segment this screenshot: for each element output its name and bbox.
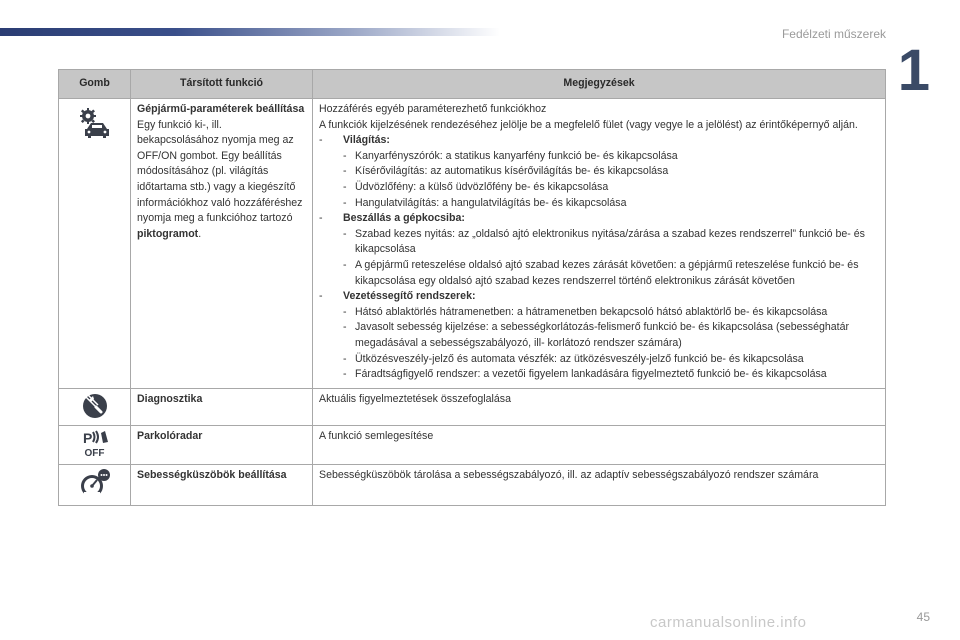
dash-marker: - xyxy=(343,321,347,334)
list-item-text: Üdvözlőfény: a külső üdvözlőfény be- és kikapcsolása xyxy=(355,180,609,193)
table-row xyxy=(59,99,886,389)
function-cell xyxy=(131,99,313,389)
notes-cell xyxy=(313,425,886,464)
header-notes: Megjegyzések xyxy=(313,70,886,99)
group-title: Világítás: xyxy=(343,134,390,147)
function-title: Sebességküszöbök beállítása xyxy=(137,468,287,481)
group-title: Beszállás a gépkocsiba: xyxy=(343,212,465,225)
vehicle-settings-icon[interactable] xyxy=(65,107,124,141)
table-row xyxy=(59,388,886,425)
list-item xyxy=(319,352,879,368)
watermark: carmanualsonline.info xyxy=(650,614,807,631)
list-item xyxy=(319,149,879,165)
table-header-row xyxy=(59,70,886,99)
list-item-text: Hátsó ablaktörlés hátramenetben: a hátramenetben bekapcsoló hátsó ablaktörlő be- és kikapcsolása xyxy=(355,305,828,318)
svg-text:P: P xyxy=(82,429,92,446)
table-row xyxy=(59,464,886,505)
list-item xyxy=(319,367,879,383)
settings-groups xyxy=(319,133,879,383)
section-title: Fedélzeti műszerek xyxy=(781,27,886,41)
button-cell xyxy=(59,464,131,505)
header-button: Gomb xyxy=(59,70,131,99)
list-item-text: Hangulatvilágítás: a hangulatvilágítás be- és kikapcsolása xyxy=(355,196,627,209)
dash-marker: - xyxy=(343,180,347,193)
off-label: OFF xyxy=(84,447,105,459)
settings-group xyxy=(319,133,879,149)
note-intro: A funkciók kijelzésének rendezéséhez jelölje be a megfelelő fület (vagy vegye le a jelölést) az érintőképernyő alján. xyxy=(319,118,858,131)
header-function: Társított funkció xyxy=(131,70,313,99)
note-intro: Hozzáférés egyéb paraméterezhető funkciókhoz xyxy=(319,103,547,115)
dash-marker: - xyxy=(343,258,347,271)
function-cell xyxy=(131,425,313,464)
list-item xyxy=(319,180,879,196)
header-gradient-bar xyxy=(0,28,500,36)
function-description: Egy funkció ki-, ill. bekapcsolásához nyomja meg az OFF/ON gombot. Egy beállítás módosításához (pl. világítás időtartama stb.) vagy a kiegészítő információkhoz való hozzáféréshez nyomja meg a funkcióhoz tartozó xyxy=(137,118,303,225)
table-row xyxy=(59,425,886,464)
chapter-number: 1 xyxy=(897,38,930,103)
group-title: Vezetéssegítő rendszerek: xyxy=(343,290,476,303)
list-item-text: Fáradtságfigyelő rendszer: a vezetői figyelem lankadására figyelmeztető funkció be- és kikapcsolása xyxy=(355,368,827,381)
dash-marker: - xyxy=(343,352,347,365)
list-item xyxy=(319,164,879,180)
dash-marker: - xyxy=(343,368,347,381)
function-cell xyxy=(131,388,313,425)
button-cell xyxy=(59,388,131,425)
dash-marker: - xyxy=(343,149,347,162)
list-item xyxy=(319,196,879,212)
diagnostics-icon[interactable] xyxy=(65,392,124,420)
dash-marker: - xyxy=(319,290,323,303)
function-title: Diagnosztika xyxy=(137,392,203,405)
dash-marker: - xyxy=(343,227,347,240)
dash-marker: - xyxy=(343,305,347,318)
note-text: A funkció semlegesítése xyxy=(319,429,434,442)
function-description-bold: piktogramot xyxy=(137,227,199,240)
function-cell xyxy=(131,464,313,505)
button-cell xyxy=(59,99,131,389)
list-item-text: A gépjármű reteszelése oldalsó ajtó szabad kezes zárását követően: a gépjármű reteszelése funkció be- és kikapcsolása egy oldalsó ajtó szabad kezes rendszerrel történő elektronikus zárását követően xyxy=(355,258,859,287)
dash-marker: - xyxy=(319,212,323,225)
list-item xyxy=(319,258,879,289)
settings-group xyxy=(319,289,879,305)
note-text: Sebességküszöbök tárolása a sebességszabályozó, ill. az adaptív sebességszabályozó rendszer számára xyxy=(319,468,819,481)
list-item-text: Javasolt sebesség kijelzése: a sebességkorlátozás-felismerő funkció be- és kikapcsolása (sebességhatár megadásával a sebességszabályozó, ill- korlátozó rendszer számára) xyxy=(355,321,850,349)
function-title: Gépjármű-paraméterek beállítása xyxy=(137,103,305,115)
list-item-text: Kanyarfényszórók: a statikus kanyarfény funkció be- és kikapcsolása xyxy=(355,149,678,162)
dash-marker: - xyxy=(343,196,347,209)
list-item-text: Szabad kezes nyitás: az „oldalsó ajtó elektronikus nyitása/zárása a szabad kezes rendszerrel” funkció be- és kikapcsolása xyxy=(355,227,865,256)
notes-cell xyxy=(313,388,886,425)
notes-cell xyxy=(313,464,886,505)
dash-marker: - xyxy=(319,134,323,147)
notes-cell xyxy=(313,99,886,389)
speed-thresholds-icon[interactable] xyxy=(65,468,124,500)
settings-group xyxy=(319,211,879,227)
note-text: Aktuális figyelmeztetések összefoglalása xyxy=(319,392,511,405)
function-description-period: . xyxy=(198,227,202,240)
parking-sensor-off-icon[interactable] xyxy=(65,429,124,459)
list-item xyxy=(319,227,879,258)
list-item-text: Ütközésveszély-jelző és automata vészfék: az ütközésveszély-jelző funkció be- és kikapcsolása xyxy=(355,352,804,365)
dash-marker: - xyxy=(343,165,347,178)
list-item-text: Kísérővilágítás: az automatikus kísérővilágítás be- és kikapcsolása xyxy=(355,165,669,178)
list-item xyxy=(319,320,879,351)
function-title: Parkolóradar xyxy=(137,429,203,442)
list-item xyxy=(319,305,879,321)
page-number: 45 xyxy=(916,610,930,624)
button-cell xyxy=(59,425,131,464)
function-table xyxy=(58,69,886,506)
